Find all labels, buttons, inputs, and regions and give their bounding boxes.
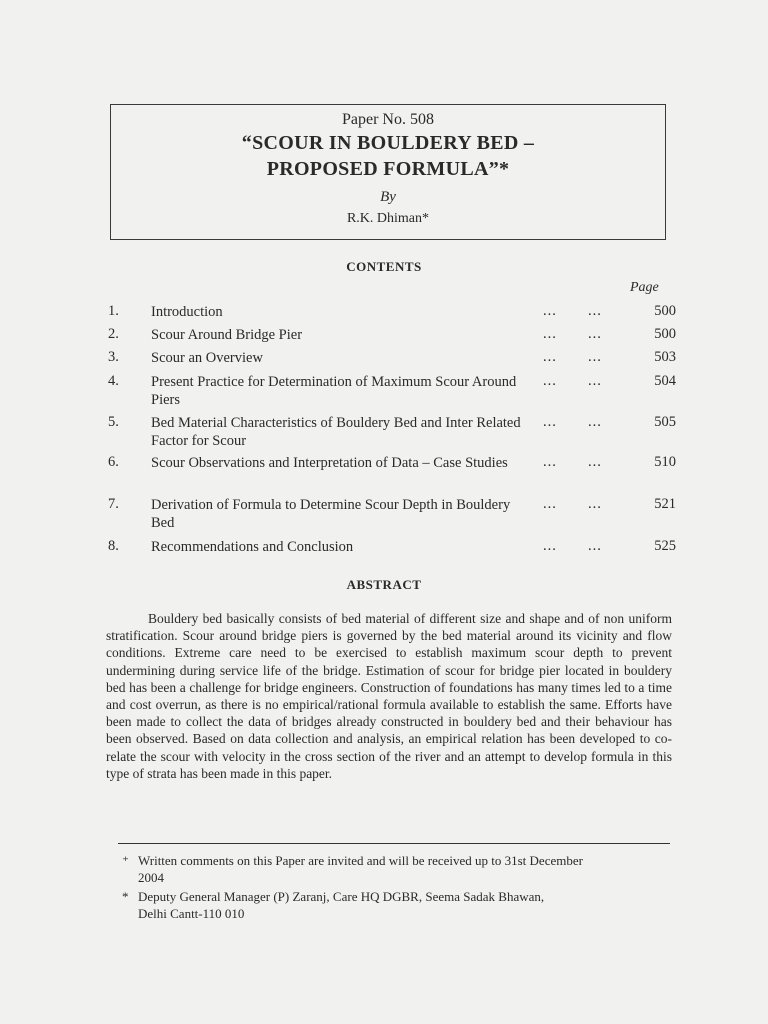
toc-title: Scour an Overview <box>151 350 263 366</box>
toc-leader: ... <box>543 538 557 554</box>
toc-leader: ... <box>588 373 602 389</box>
toc-title: Introduction <box>151 304 223 320</box>
footnote-text: Delhi Cantt-110 010 <box>138 906 245 921</box>
toc-number: 6. <box>108 454 119 470</box>
toc-number: 7. <box>108 496 119 512</box>
toc-page: 505 <box>654 414 676 430</box>
footnote-text: Deputy General Manager (P) Zaranj, Care HQ DGBR, Seema Sadak Bhawan, <box>138 889 545 904</box>
toc-title: Scour Observations and Interpretation of Data – Case Studies <box>151 455 508 471</box>
toc-number: 5. <box>108 414 119 430</box>
toc-leader: ... <box>588 349 602 365</box>
paper-title-line1: “SCOUR IN BOULDERY BED – <box>241 132 535 154</box>
toc-page: 504 <box>654 373 676 389</box>
toc-leader: ... <box>543 454 557 470</box>
contents-heading: CONTENTS <box>346 259 422 274</box>
toc-number: 4. <box>108 373 119 389</box>
abstract-heading: ABSTRACT <box>346 577 422 592</box>
toc-leader: ... <box>588 303 602 319</box>
toc-page: 500 <box>654 326 676 342</box>
toc-number: 3. <box>108 349 119 365</box>
toc-leader: ... <box>543 349 557 365</box>
footnote <box>122 852 670 886</box>
toc-title: Recommendations and Conclusion <box>151 539 354 555</box>
title-box <box>110 104 666 240</box>
toc-leader: ... <box>543 414 557 430</box>
footnote-mark: * <box>122 889 129 904</box>
toc-number: 8. <box>108 538 119 554</box>
toc-leader: ... <box>588 454 602 470</box>
toc-number: 1. <box>108 303 119 319</box>
footnote-text: 2004 <box>138 870 164 885</box>
toc-number: 2. <box>108 326 119 342</box>
toc-page: 510 <box>654 454 676 470</box>
toc-title: Derivation of Formula to Determine Scour Depth in Bouldery Bed <box>151 497 511 531</box>
abstract-body: Bouldery bed basically consists of bed material of different size and shape and of non uniform stratification. Scour around bridge piers is governed by the bed material around its vicinity and flow conditions. Extreme care need to be exercised to establish maximum scour depth to prevent undermining during service life of the bridge. Estimation of scour for bridge pier located in bouldery bed has been a challenge for bridge engineers. Construction of foundations has many times led to a time and cost overrun, as there is no empirical/rational formula available to establish the same. Efforts have been made to collect the data of bridges already constructed in bouldery bed and their behaviour has been observed. Based on data collection and analysis, an empirical relation has been developed to co-relate the scour with velocity in the cross section of the river and an attempt to develop formula in this type of strata has been made in this paper. <box>106 611 672 781</box>
footnote-text: Written comments on this Paper are invited and will be received up to 31st December <box>138 853 583 868</box>
toc-leader: ... <box>543 303 557 319</box>
page-column-label: Page <box>630 280 659 295</box>
toc-page: 500 <box>654 303 676 319</box>
by-label: By <box>380 189 396 205</box>
toc-title: Present Practice for Determination of Maximum Scour Around Piers <box>151 374 517 408</box>
paper-title-line2: PROPOSED FORMULA”* <box>266 158 510 180</box>
toc-leader: ... <box>543 496 557 512</box>
footnote-divider <box>118 843 670 844</box>
toc-leader: ... <box>588 414 602 430</box>
author-name: R.K. Dhiman* <box>346 211 430 226</box>
toc-title: Scour Around Bridge Pier <box>151 327 303 343</box>
toc-page: 503 <box>654 349 676 365</box>
footnote <box>122 888 670 922</box>
toc-leader: ... <box>543 326 557 342</box>
toc-leader: ... <box>588 538 602 554</box>
toc-leader: ... <box>543 373 557 389</box>
toc-page: 521 <box>654 496 676 512</box>
toc-page: 525 <box>654 538 676 554</box>
footnote-mark: ⁺ <box>122 853 129 868</box>
toc-title: Bed Material Characteristics of Bouldery Bed and Inter Related Factor for Scour <box>151 415 521 449</box>
toc-leader: ... <box>588 496 602 512</box>
toc-leader: ... <box>588 326 602 342</box>
paper-number: Paper No. 508 <box>342 111 434 128</box>
